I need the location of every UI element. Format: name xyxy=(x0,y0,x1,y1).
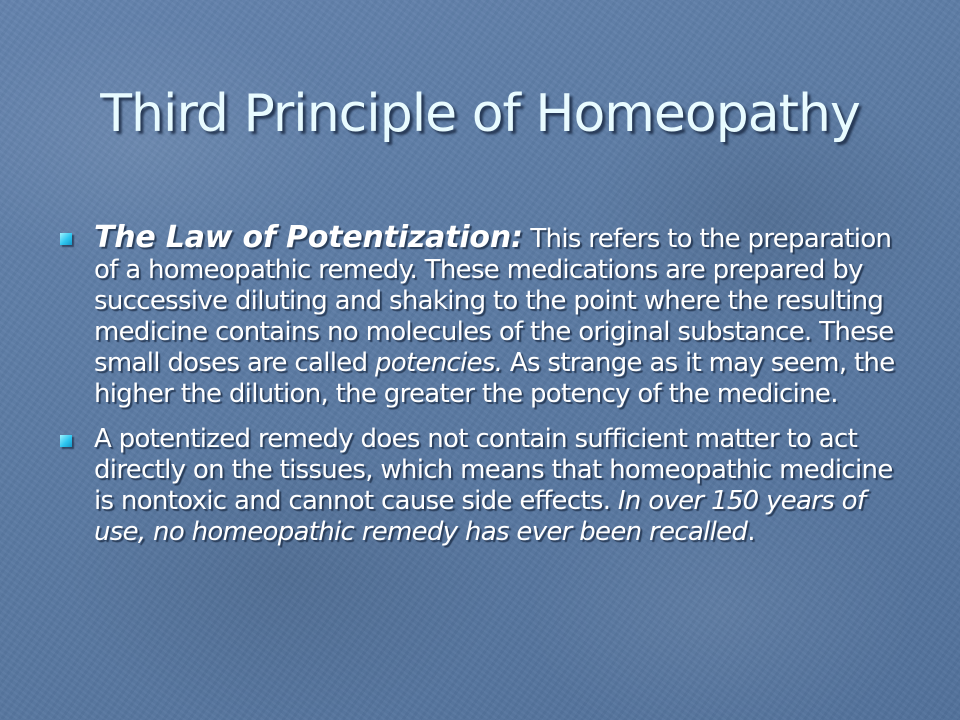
bullet-italic-text: potencies. xyxy=(374,348,503,378)
bullet-lead-text: The Law of Potentization: xyxy=(94,220,523,255)
bullet-italic-text: In over 150 years of use, no homeopathic remedy has ever been recalled xyxy=(94,486,866,547)
square-bullet-icon xyxy=(60,233,72,245)
bullet-item-potentization xyxy=(58,222,908,410)
slide-title: Third Principle of Homeopathy xyxy=(100,84,860,144)
bullet-body-text-end: . xyxy=(747,517,755,547)
square-bullet-icon xyxy=(60,435,72,447)
bullet-body-text: A potentized remedy does not contain sufficient matter to act directly on the tissues, which means that homeopathic medicine is nontoxic and cannot cause side effects. xyxy=(94,424,893,516)
bullet-body-text-end: As strange as it may seem, the higher the dilution, the greater the potency of the medicine. xyxy=(94,348,895,409)
bullet-item-nontoxic xyxy=(58,424,908,548)
bullet-body-text: This refers to the preparation of a homeopathic remedy. These medications are prepared by successive diluting and shaking to the point where the resulting medicine contains no molecules of the original substance. These small doses are called xyxy=(94,224,894,378)
bullet-list xyxy=(58,222,908,562)
